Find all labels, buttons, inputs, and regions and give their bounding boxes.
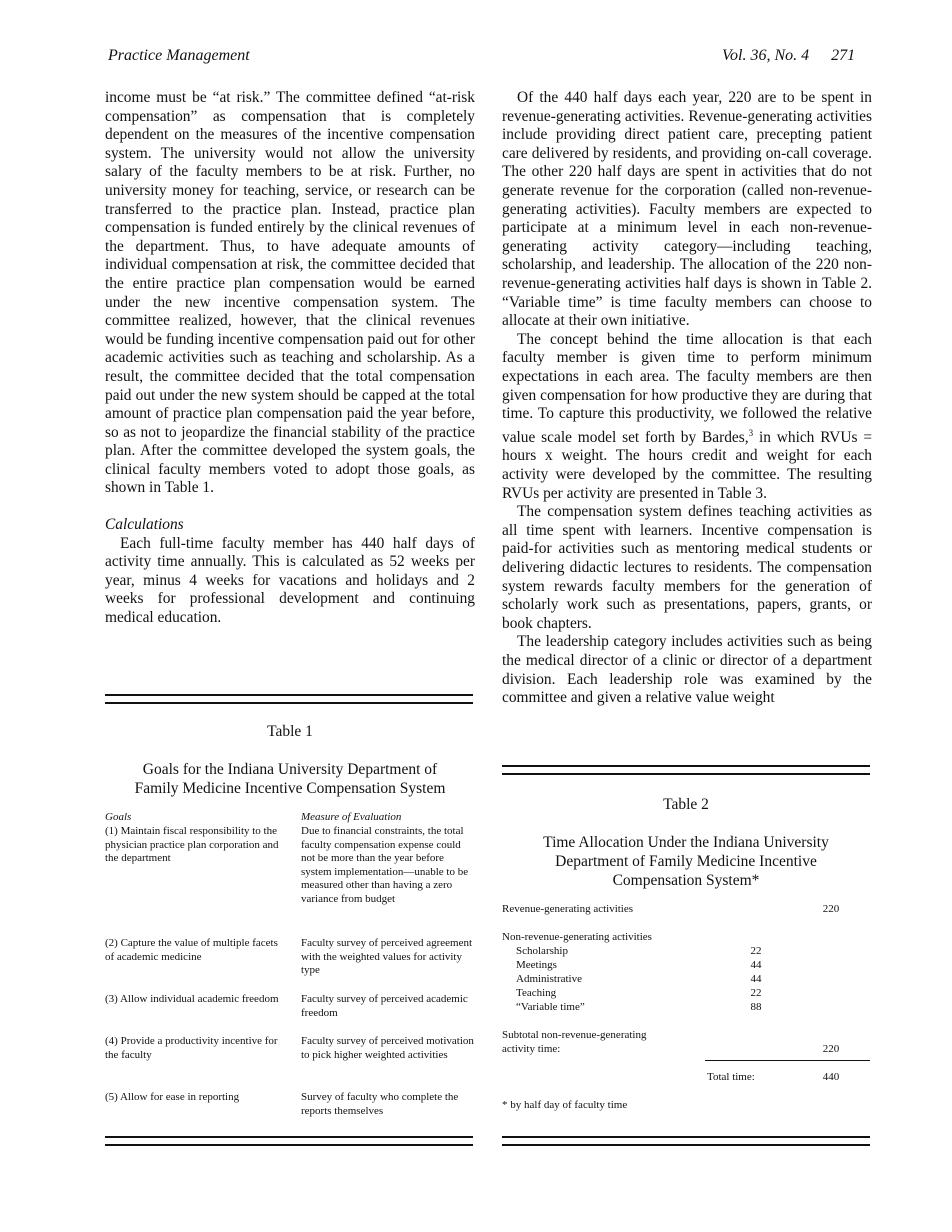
table2-subtotal-label: Subtotal non-revenue-generating — [502, 1029, 647, 1041]
table2-title-line: Compensation System* — [612, 872, 760, 889]
table2-subtotal-value: 220 — [822, 1043, 840, 1055]
table2-label: Table 2 — [663, 796, 709, 813]
table2-title-line: Time Allocation Under the Indiana University — [543, 834, 829, 851]
table1-col-measure: Measure of Evaluation — [301, 811, 402, 823]
table1-col-goals: Goals — [105, 811, 132, 823]
table1-title-line: Goals for the Indiana University Department of — [142, 761, 438, 778]
table2-item-value: 22 — [750, 945, 762, 957]
table1-title-line: Family Medicine Incentive Compensation System — [134, 780, 446, 797]
page-number: 271 — [831, 47, 856, 64]
table1-measure: Survey of faculty who complete the reports themselves — [301, 1091, 459, 1117]
table2-item-name: Meetings — [516, 959, 557, 971]
table1-goal: (1) Maintain fiscal responsibility to the physician practice plan corporation and the department — [105, 825, 279, 865]
table2-item-value: 22 — [750, 987, 762, 999]
table1-measure: Faculty survey of perceived academic freedom — [301, 993, 468, 1019]
table2-item-name: Administrative — [516, 973, 582, 985]
table2-item-value: 44 — [750, 959, 762, 971]
table1-measure: Due to financial constraints, the total faculty compensation expense could not be more than the year before system implementation—unable to be measured other than having a zero variance from budget — [301, 825, 469, 905]
table2-total-value: 440 — [822, 1071, 840, 1083]
running-header-journal: Practice Management — [108, 47, 250, 64]
table2-item-value: 88 — [750, 1001, 762, 1013]
table2-item-name: Teaching — [516, 987, 557, 999]
paragraph-at-risk: income must be “at risk.” The committee defined “at-risk compensation” as compensation that is completely dependent on the measures of the incentive compensation system. The university would not allow the university salary of the faculty members to be at risk. Further, no university money for teaching, service, or research can be transferred to the practice plan. Instead, practice plan compensation is funded entirely by the clinical revenues of the department. Thus, to have adequate amounts of individual compensation at risk, the committee decided that the entire practice plan compensation would be earned under the new incentive compensation system. The committee realized, however, that the clinical revenues would be funding incentive compensation paid out for other academic activities such as teaching and scholarship. As a result, the committee decided that the total compensation paid out under the new system should be capped at the total amount of practice plan compensation paid the year before, so as not to jeopardize the financial stability of the practice plan. After the committee developed the system goals, the clinical faculty members voted to adopt those goals, as shown in Table 1. — [105, 89, 475, 497]
table2-item-name: “Variable time” — [516, 1001, 585, 1013]
subheading-calculations: Calculations — [105, 516, 184, 534]
table2-total-label: Total time: — [707, 1071, 755, 1083]
table2-revenue-value: 220 — [822, 903, 840, 915]
paragraph-half-days: Of the 440 half days each year, 220 are to be spent in revenue-generating activities. Revenue-generating activities include providing direct patient care, precepting patient care delivered by residents, and providing on-call coverage. The other 220 half days are spent in activities that do not generate revenue for the corporation (called non-revenue-generating activities). Faculty members are expected to participate at a minimum level in each non-revenue-generating activity category—including teaching, scholarship, and leadership. The allocation of the 220 non-revenue-generating activities half days is shown in Table 2. “Variable time” is time faculty members can choose to allocate at their own initiative. — [502, 89, 872, 330]
table1-goal: (3) Allow individual academic freedom — [105, 993, 279, 1005]
table2-footnote: * by half day of faculty time — [502, 1099, 628, 1111]
citation-superscript: 3 — [748, 427, 754, 438]
text-fragment: in which RVUs = hours x weight. The hours credit and weight for each activity were developed by the committee. The resulting RVUs per activity are presented in Table 3. — [502, 428, 872, 502]
paragraph-leadership: The leadership category includes activities such as being the medical director of a clinic or director of a department division. Each leadership role was examined by the committee and given a relative value weight — [502, 633, 872, 707]
table2-subtotal-rule — [705, 1060, 870, 1061]
table2-nonrevenue-label: Non-revenue-generating activities — [502, 931, 652, 943]
text-fragment: The concept behind the time allocation is that each faculty member is given time to perform minimum expectations in each area. The faculty members are then given compensation for how productive they are during that time. To capture this productivity, we followed the relative value scale model set forth by Bardes, — [502, 330, 872, 446]
volume-issue: Vol. 36, No. 4 — [722, 47, 810, 64]
table1-goal: (2) Capture the value of multiple facets of academic medicine — [105, 937, 278, 963]
table1-measure: Faculty survey of perceived motivation to pick higher weighted activities — [301, 1035, 474, 1061]
table2-item-name: Scholarship — [516, 945, 568, 957]
table2-bottom-rule — [502, 1136, 870, 1146]
table2-subtotal-label: activity time: — [502, 1043, 561, 1055]
table1-measure: Faculty survey of perceived agreement with the weighted values for activity type — [301, 937, 473, 977]
table2-item-value: 44 — [750, 973, 762, 985]
table1-goal: (5) Allow for ease in reporting — [105, 1091, 240, 1103]
table2-title-line: Department of Family Medicine Incentive — [555, 853, 817, 870]
paragraph-teaching: The compensation system defines teaching activities as all time spent with learners. Incentive compensation is paid-for activities such as mentoring medical students or delivering didactic lectures to residents. The compensation system rewards faculty members for the generation of scholarly work such as presentations, papers, grants, or book chapters. — [502, 503, 872, 632]
table2-revenue-label: Revenue-generating activities — [502, 903, 634, 915]
table1-label: Table 1 — [267, 723, 313, 740]
paragraph-calculations: Each full-time faculty member has 440 half days of activity time annually. This is calculated as 52 weeks per year, minus 4 weeks for vacations and holidays and 2 weeks for professional development and continuing medical education. — [105, 534, 475, 627]
table1-goal: (4) Provide a productivity incentive for the faculty — [105, 1035, 278, 1061]
